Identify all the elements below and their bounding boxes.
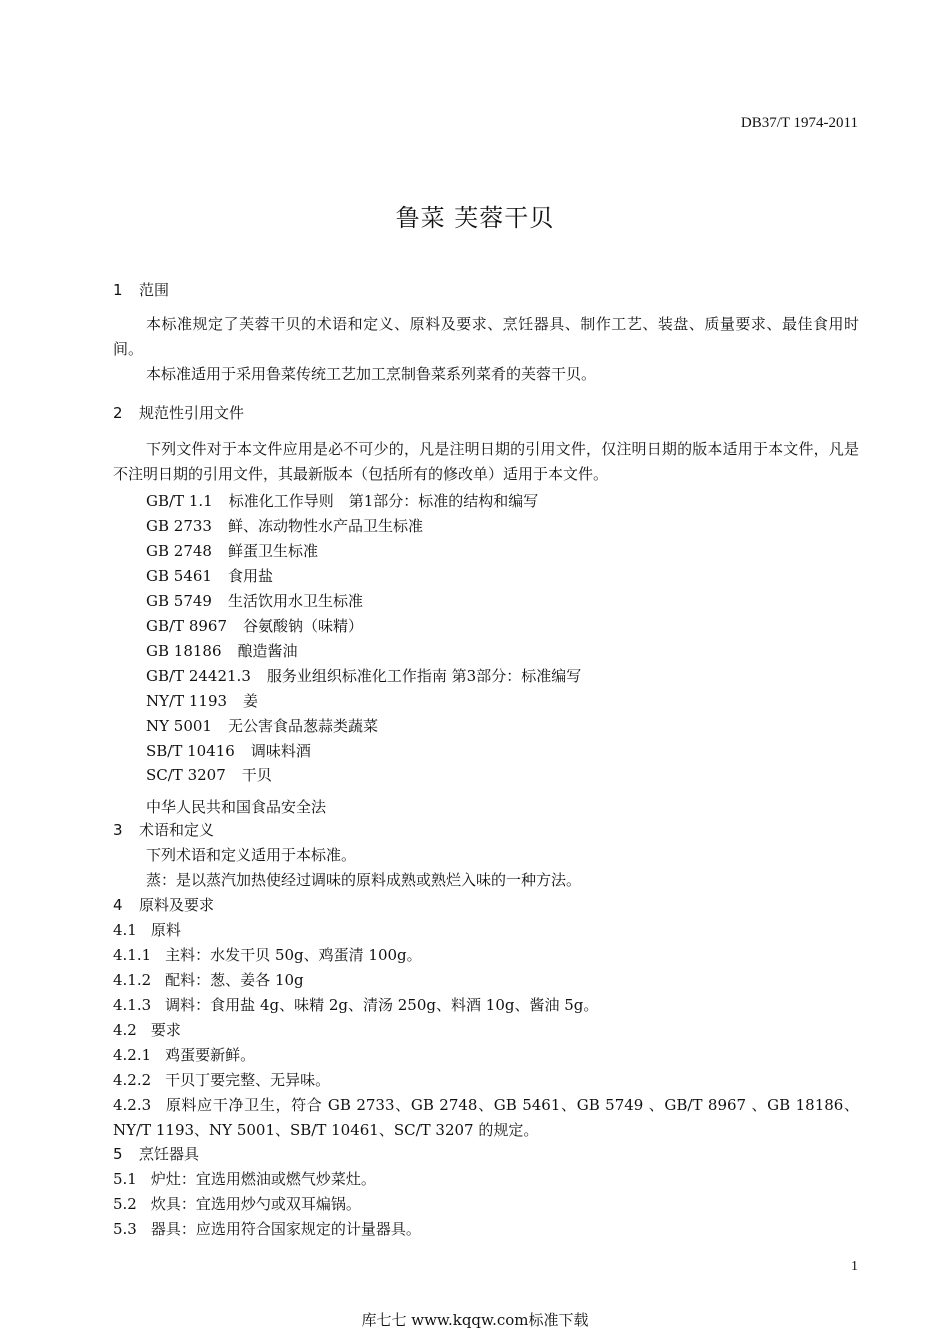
clause-text: 原料应干净卫生，符合 GB 2733、GB 2748、GB 5461、GB 5749 、GB/T 8967 、GB 18186、 NY/T 1193、NY 5001、SB/T 10461、SC/T 3207 的规定。 xyxy=(113,1096,859,1139)
clause-number: 5.3 xyxy=(113,1220,137,1238)
page-number: 1 xyxy=(851,1259,858,1274)
reference-code: SB/T 10416 xyxy=(146,742,235,760)
section-2-heading xyxy=(113,402,244,423)
reference-code: GB/T 1.1 xyxy=(146,492,213,510)
clause-number: 5.1 xyxy=(113,1170,137,1188)
section-3-paragraph-2: 蒸：是以蒸汽加热使经过调味的原料成熟或熟烂入味的一种方法。 xyxy=(146,871,582,889)
clause-item xyxy=(113,969,304,990)
reference-code: GB/T 8967 xyxy=(146,617,228,635)
section-number: 5 xyxy=(113,1145,123,1163)
clause-item xyxy=(113,944,422,965)
reference-code: NY/T 1193 xyxy=(146,692,228,710)
reference-code: GB 2748 xyxy=(146,542,212,560)
reference-code: GB 5749 xyxy=(146,592,212,610)
reference-name: 食用盐 xyxy=(227,567,273,585)
reference-item xyxy=(146,690,258,711)
clause-number: 4.2.3 xyxy=(113,1096,152,1114)
section-title: 范围 xyxy=(139,281,170,299)
section-1-heading xyxy=(113,279,169,300)
section-2-paragraph-1: 下列文件对于本文件应用是必不可少的，凡是注明日期的引用文件，仅注明日期的版本适用于本文件，凡是不注明日期的引用文件，其最新版本（包括所有的修改单）适用于本文件。 xyxy=(113,440,859,483)
section-title: 规范性引用文件 xyxy=(139,404,245,422)
reference-item xyxy=(146,740,311,761)
section-3-paragraph-1: 下列术语和定义适用于本标准。 xyxy=(146,846,357,864)
reference-name: 调味料酒 xyxy=(250,742,311,760)
clause-text: 器具：应选用符合国家规定的计量器具。 xyxy=(150,1220,421,1238)
reference-name: 酿造酱油 xyxy=(237,642,298,660)
reference-law: 中华人民共和国食品安全法 xyxy=(146,798,327,816)
clause-text: 配料：葱、姜各 10g xyxy=(165,971,304,989)
reference-name: 无公害食品葱蒜类蔬菜 xyxy=(227,717,378,735)
clause-number: 4.2 xyxy=(113,1021,137,1039)
clause-number: 4.1.3 xyxy=(113,996,152,1014)
reference-item xyxy=(146,615,363,636)
reference-name: 谷氨酸钠（味精） xyxy=(243,617,364,635)
section-title: 术语和定义 xyxy=(139,821,215,839)
clause-item xyxy=(113,1193,361,1214)
section-title: 烹饪器具 xyxy=(139,1145,200,1163)
section-3-heading xyxy=(113,819,214,840)
clause-text: 要求 xyxy=(150,1021,181,1039)
reference-name: 服务业组织标准化工作指南 第3部分：标准编写 xyxy=(266,667,582,685)
reference-name: 鲜蛋卫生标准 xyxy=(227,542,318,560)
clause-number: 5.2 xyxy=(113,1195,137,1213)
clause-item xyxy=(113,1044,255,1065)
section-number: 2 xyxy=(113,404,123,422)
section-number: 4 xyxy=(113,896,123,914)
reference-item xyxy=(146,715,378,736)
clause-item xyxy=(113,919,181,940)
clause-item xyxy=(113,994,598,1015)
clause-number: 4.1.2 xyxy=(113,971,152,989)
reference-code: GB 2733 xyxy=(146,517,212,535)
reference-name: 标准化工作导则 第1部分：标准的结构和编写 xyxy=(228,492,539,510)
clause-text: 炊具：宜选用炒勺或双耳煸锅。 xyxy=(150,1195,361,1213)
reference-item xyxy=(146,565,273,586)
reference-item xyxy=(146,540,318,561)
reference-name: 姜 xyxy=(243,692,259,710)
document-title: 鲁菜 芙蓉干贝 xyxy=(395,204,555,232)
reference-code: GB/T 24421.3 xyxy=(146,667,251,685)
reference-name: 生活饮用水卫生标准 xyxy=(227,592,363,610)
section-4-heading xyxy=(113,894,214,915)
reference-code: GB 18186 xyxy=(146,642,222,660)
clause-number: 4.2.1 xyxy=(113,1046,152,1064)
clause-text: 主料：水发干贝 50g、鸡蛋清 100g。 xyxy=(165,946,422,964)
clause-number: 4.1.1 xyxy=(113,946,152,964)
footer-watermark: 库七七 www.kqqw.com标准下载 xyxy=(361,1311,589,1329)
reference-code: GB 5461 xyxy=(146,567,212,585)
reference-item xyxy=(146,665,581,686)
clause-item xyxy=(113,1069,330,1090)
section-1-paragraph-2: 本标准适用于采用鲁菜传统工艺加工烹制鲁菜系列菜肴的芙蓉干贝。 xyxy=(146,365,597,383)
clause-text: 调料：食用盐 4g、味精 2g、清汤 250g、料酒 10g、酱油 5g。 xyxy=(165,996,599,1014)
reference-code: NY 5001 xyxy=(146,717,212,735)
clause-number: 4.2.2 xyxy=(113,1071,152,1089)
section-5-heading xyxy=(113,1143,199,1164)
clause-item xyxy=(113,1168,376,1189)
clause-item xyxy=(113,1019,181,1040)
reference-code: SC/T 3207 xyxy=(146,766,226,784)
reference-item xyxy=(146,640,298,661)
standard-code: DB37/T 1974-2011 xyxy=(740,115,858,131)
section-number: 1 xyxy=(113,281,123,299)
reference-item xyxy=(146,490,538,511)
section-title: 原料及要求 xyxy=(139,896,215,914)
clause-item-4-2-3 xyxy=(113,1093,859,1143)
reference-name: 干贝 xyxy=(241,766,272,784)
section-1-paragraph-1: 本标准规定了芙蓉干贝的术语和定义、原料及要求、烹饪器具、制作工艺、装盘、质量要求、最佳食用时间。 xyxy=(113,315,859,358)
clause-item xyxy=(113,1218,421,1239)
reference-item xyxy=(146,590,363,611)
clause-number: 4.1 xyxy=(113,921,137,939)
clause-text: 炉灶：宜选用燃油或燃气炒菜灶。 xyxy=(150,1170,376,1188)
clause-text: 鸡蛋要新鲜。 xyxy=(165,1046,256,1064)
section-number: 3 xyxy=(113,821,123,839)
reference-name: 鲜、冻动物性水产品卫生标准 xyxy=(227,517,423,535)
reference-item xyxy=(146,764,272,785)
clause-text: 干贝丁要完整、无异味。 xyxy=(165,1071,331,1089)
reference-item xyxy=(146,515,423,536)
clause-text: 原料 xyxy=(150,921,181,939)
